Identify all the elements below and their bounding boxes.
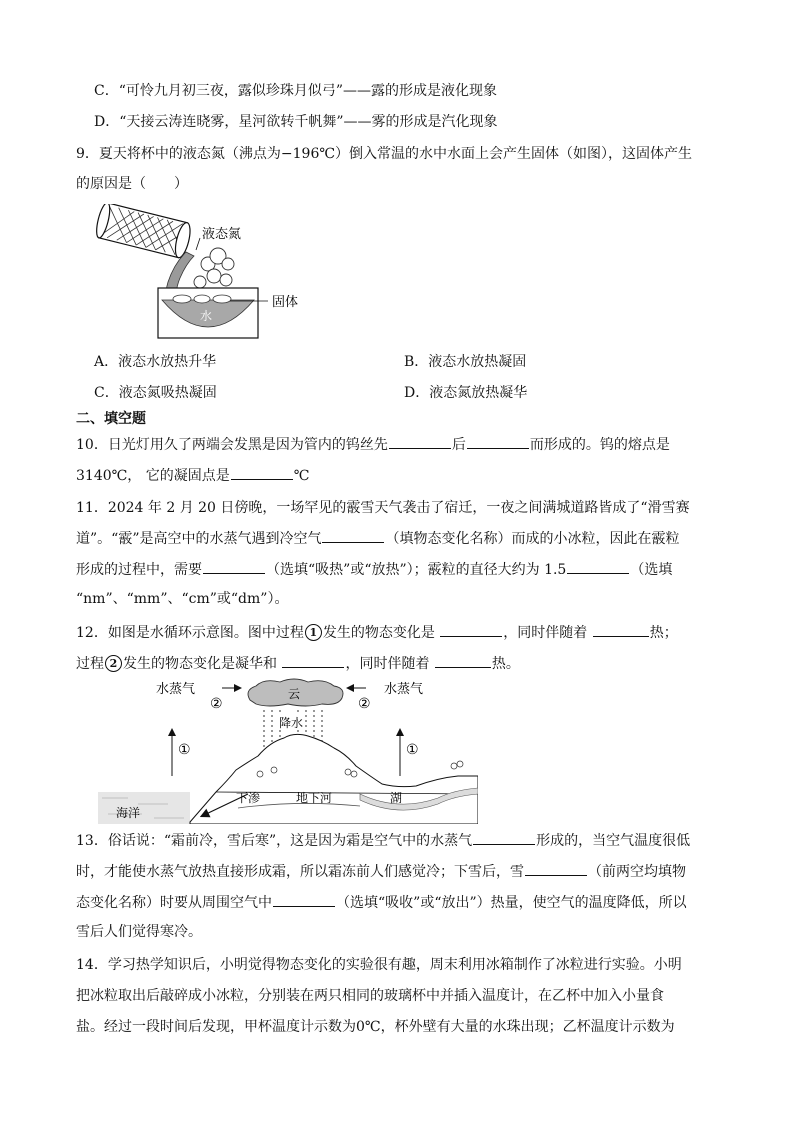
label-water: 水 bbox=[200, 309, 213, 323]
label-solid: 固体 bbox=[272, 295, 299, 310]
q11-text-1: 道”。“霰”是高空中的水蒸气遇到冷空气 bbox=[76, 531, 322, 547]
q13-blank-3[interactable] bbox=[273, 892, 335, 907]
mountain-icon bbox=[190, 734, 478, 824]
q13-blank-1[interactable] bbox=[473, 830, 535, 845]
q9-option-d: D．液态氮放热凝华 bbox=[404, 385, 528, 401]
q13-line4: 雪后人们觉得寒冷。 bbox=[76, 924, 202, 940]
q10-line2 bbox=[76, 465, 309, 486]
q12-blank-2[interactable] bbox=[593, 622, 649, 637]
circled-1-icon: 1 bbox=[305, 624, 322, 641]
section-title: 二、填空题 bbox=[76, 411, 146, 427]
q12-text-1: 12．如图是水循环示意图。图中过程 bbox=[76, 625, 304, 641]
label-lake: 湖 bbox=[390, 791, 403, 805]
q13-text-4: （前两空均填物 bbox=[588, 864, 686, 880]
q10-text-3: 而形成的。钨的熔点是 bbox=[529, 437, 670, 453]
label-ocean: 海洋 bbox=[116, 806, 141, 820]
q10-text-4: 3140℃， 它的凝固点是 bbox=[76, 468, 230, 484]
q9-option-c: C．液态氮吸热凝固 bbox=[94, 385, 217, 401]
q14-line3: 盐。经过一段时间后发现，甲杯温度计示数为0℃，杯外壁有大量的水珠出现；乙杯温度计示数为 bbox=[76, 1019, 675, 1035]
q13-line3 bbox=[76, 892, 687, 913]
label-seepage: 下渗 bbox=[236, 791, 261, 805]
q11-line1: 11．2024 年 2 月 20 日傍晚，一场罕见的霰雪天气袭击了宿迁，一夜之间满城道路皆成了“滑雪赛 bbox=[76, 500, 690, 516]
q8-option-d: D．“天接云涛连晓雾，星河欲转千帆舞”——雾的形成是汽化现象 bbox=[94, 114, 498, 130]
q12-text-7: ，同时伴随着 bbox=[345, 656, 430, 672]
q9-option-b: B．液态水放热凝固 bbox=[404, 354, 527, 370]
q13-line2 bbox=[76, 861, 686, 882]
q12-line1 bbox=[76, 622, 678, 643]
label-underground-river: 地下河 bbox=[296, 791, 333, 805]
label-mark2-left: ② bbox=[210, 696, 223, 712]
q12-text-5: 过程 bbox=[76, 656, 104, 672]
q10-text-5: ℃ bbox=[293, 468, 310, 484]
q13-line1 bbox=[76, 830, 690, 851]
q12-text-3: ，同时伴随着 bbox=[503, 625, 588, 641]
q11-blank-3[interactable] bbox=[567, 559, 629, 574]
q10-blank-3[interactable] bbox=[231, 465, 293, 480]
q13-text-6: （选填“吸收”或“放出”）热量，使空气的温度降低，所以 bbox=[336, 895, 687, 911]
ocean-icon bbox=[98, 792, 190, 824]
q9-stem-line1: 9．夏天将杯中的液态氮（沸点为−196℃）倒入常温的水中水面上会产生固体（如图），这固体产生 bbox=[76, 146, 693, 162]
q11-text-3: 形成的过程中，需要 bbox=[76, 562, 202, 578]
q11-line2 bbox=[76, 528, 679, 549]
q13-blank-2[interactable] bbox=[525, 861, 587, 876]
water-cycle-figure bbox=[98, 676, 478, 824]
q12-text-8: 热。 bbox=[491, 656, 520, 672]
q13-text-2: 形成的，当空气温度很低 bbox=[536, 833, 691, 849]
q10-text-2: 后 bbox=[451, 437, 466, 453]
q14-line1: 14．学习热学知识后，小明觉得物态变化的实验很有趣，周末利用冰箱制作了冰粒进行实验。小明 bbox=[76, 957, 682, 973]
liquid-nitrogen-figure bbox=[90, 204, 320, 344]
q11-blank-1[interactable] bbox=[322, 528, 384, 543]
q11-line4: “nm”、“mm”、“cm”或“dm”）。 bbox=[76, 591, 289, 607]
q10-line1 bbox=[76, 434, 670, 455]
q12-blank-1[interactable] bbox=[440, 622, 502, 637]
q9-option-a: A．液态水放热升华 bbox=[94, 354, 217, 370]
q14-line2: 把冰粒取出后敲碎成小冰粒，分别装在两只相同的玻璃杯中并插入温度计，在乙杯中加入小量食 bbox=[76, 988, 664, 1004]
q13-text-1: 13．俗话说：“霜前冷，雪后寒”，这是因为霜是空气中的水蒸气 bbox=[76, 833, 473, 849]
label-rain: 降水 bbox=[279, 716, 304, 730]
q11-line3 bbox=[76, 559, 672, 580]
label-mark1-right: ① bbox=[406, 742, 419, 758]
q8-option-c: C．“可怜九月初三夜，露似珍珠月似弓”——露的形成是液化现象 bbox=[94, 83, 498, 99]
q12-text-6: 发生的物态变化是凝华和 bbox=[123, 656, 277, 672]
q11-blank-2[interactable] bbox=[203, 559, 265, 574]
q10-blank-2[interactable] bbox=[467, 434, 529, 449]
label-mark2-right: ② bbox=[358, 696, 371, 712]
q12-line2 bbox=[76, 653, 520, 674]
q12-text-2: 发生的物态变化是 bbox=[322, 625, 435, 641]
q9-stem-line2: 的原因是（ ） bbox=[76, 176, 188, 192]
label-vapor-right: 水蒸气 bbox=[384, 682, 424, 697]
q13-text-5: 态变化名称）时要从周围空气中 bbox=[76, 895, 272, 911]
circled-2-icon: 2 bbox=[105, 655, 122, 672]
q11-text-4: （选填“吸热”或“放热”）；霰粒的直径大约为 1.5 bbox=[266, 562, 567, 578]
q10-text-1: 10．日光灯用久了两端会发黑是因为管内的钨丝先 bbox=[76, 437, 388, 453]
q10-blank-1[interactable] bbox=[389, 434, 451, 449]
q13-text-3: 时，才能使水蒸气放热直接形成霜，所以霜冻前人们感觉冷；下雪后，雪 bbox=[76, 864, 524, 880]
cup-icon bbox=[94, 204, 193, 259]
q12-blank-4[interactable] bbox=[435, 653, 491, 668]
q12-text-4: 热； bbox=[649, 625, 678, 641]
label-cloud: 云 bbox=[288, 687, 301, 701]
label-liquid-nitrogen: 液态氮 bbox=[202, 227, 242, 242]
q12-blank-3[interactable] bbox=[282, 653, 344, 668]
q11-text-2: （填物态变化名称）而成的小冰粒，因此在霰粒 bbox=[385, 531, 680, 547]
label-vapor-left: 水蒸气 bbox=[156, 682, 196, 697]
label-mark1-left: ① bbox=[178, 742, 191, 758]
q11-text-5: （选填 bbox=[630, 562, 673, 578]
